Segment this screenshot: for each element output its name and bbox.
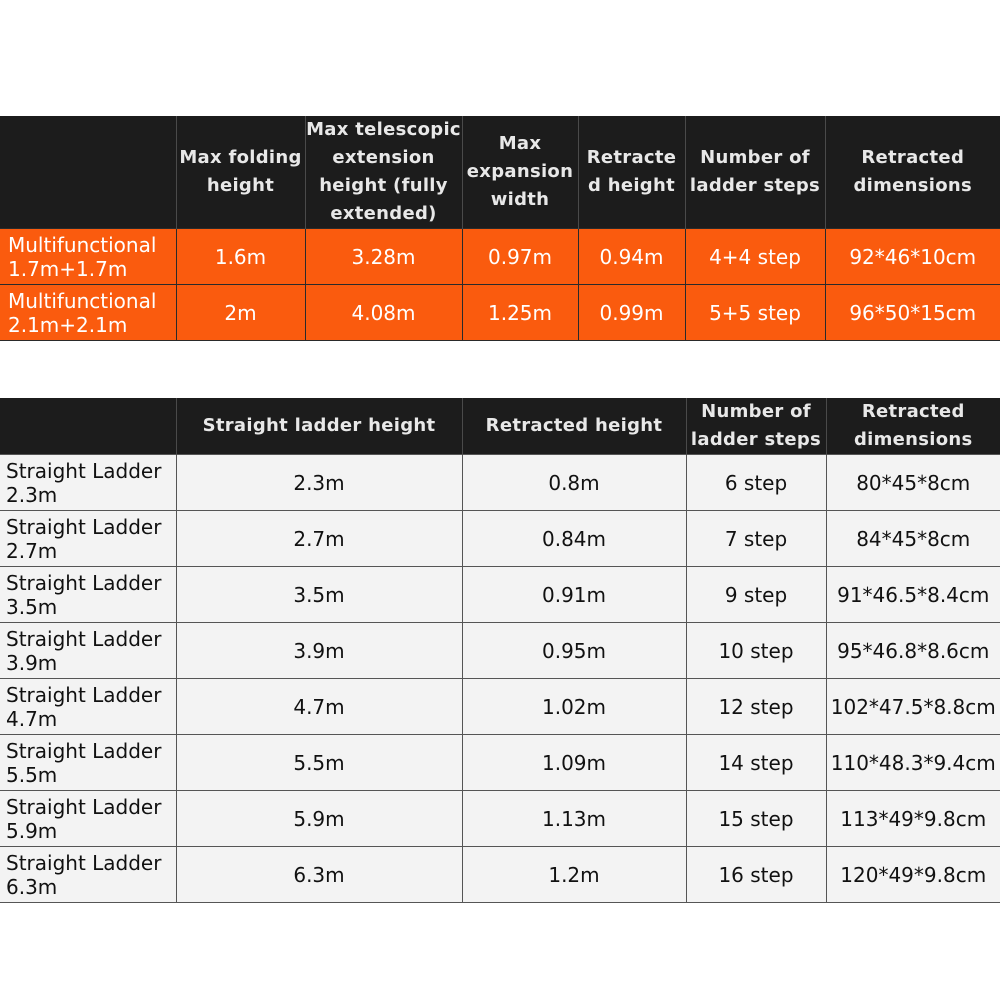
header-retracted-dimensions: Retracted dimensions xyxy=(826,398,1000,455)
straight-ladder-spec-table xyxy=(0,398,1000,903)
row-label: Straight Ladder 2.3m xyxy=(0,455,176,511)
row-label: Straight Ladder 4.7m xyxy=(0,679,176,735)
header-max-telescopic-extension-height: Max telescopic extension height (fully extended) xyxy=(305,116,462,229)
table-row xyxy=(0,735,1000,791)
cell-straight-ladder-height: 4.7m xyxy=(176,679,462,735)
header-max-expansion-width: Max expansion width xyxy=(462,116,578,229)
table-row xyxy=(0,511,1000,567)
cell-max-expansion-width: 0.97m xyxy=(462,229,578,285)
cell-ladder-steps: 9 step xyxy=(686,567,826,623)
row-label: Straight Ladder 3.9m xyxy=(0,623,176,679)
cell-retracted-dimensions: 113*49*9.8cm xyxy=(826,791,1000,847)
table-row xyxy=(0,791,1000,847)
header-corner xyxy=(0,398,176,455)
header-straight-ladder-height: Straight ladder height xyxy=(176,398,462,455)
cell-straight-ladder-height: 6.3m xyxy=(176,847,462,903)
cell-ladder-steps: 16 step xyxy=(686,847,826,903)
table-row xyxy=(0,285,1000,341)
row-label: Straight Ladder 5.9m xyxy=(0,791,176,847)
cell-ladder-steps: 4+4 step xyxy=(685,229,825,285)
cell-retracted-dimensions: 95*46.8*8.6cm xyxy=(826,623,1000,679)
multifunctional-spec-table xyxy=(0,116,1000,341)
table-row xyxy=(0,229,1000,285)
cell-max-folding-height: 1.6m xyxy=(176,229,305,285)
header-retracted-dimensions: Retracted dimensions xyxy=(825,116,1000,229)
row-label: Multifunctional 2.1m+2.1m xyxy=(0,285,176,341)
table-row xyxy=(0,623,1000,679)
table-row xyxy=(0,567,1000,623)
cell-ladder-steps: 7 step xyxy=(686,511,826,567)
cell-straight-ladder-height: 5.9m xyxy=(176,791,462,847)
row-label: Straight Ladder 3.5m xyxy=(0,567,176,623)
cell-max-expansion-width: 1.25m xyxy=(462,285,578,341)
cell-straight-ladder-height: 2.7m xyxy=(176,511,462,567)
cell-retracted-dimensions: 96*50*15cm xyxy=(825,285,1000,341)
cell-straight-ladder-height: 3.5m xyxy=(176,567,462,623)
cell-ladder-steps: 15 step xyxy=(686,791,826,847)
cell-retracted-height: 0.94m xyxy=(578,229,685,285)
cell-straight-ladder-height: 5.5m xyxy=(176,735,462,791)
cell-retracted-height: 1.2m xyxy=(462,847,686,903)
cell-ladder-steps: 12 step xyxy=(686,679,826,735)
header-retracted-height: Retracte d height xyxy=(578,116,685,229)
cell-retracted-height: 1.09m xyxy=(462,735,686,791)
row-label: Straight Ladder 5.5m xyxy=(0,735,176,791)
table-row xyxy=(0,847,1000,903)
cell-retracted-height: 0.84m xyxy=(462,511,686,567)
table-header-row xyxy=(0,398,1000,455)
cell-retracted-dimensions: 92*46*10cm xyxy=(825,229,1000,285)
header-number-of-ladder-steps: Number of ladder steps xyxy=(686,398,826,455)
cell-retracted-dimensions: 91*46.5*8.4cm xyxy=(826,567,1000,623)
cell-max-folding-height: 2m xyxy=(176,285,305,341)
header-number-of-ladder-steps: Number of ladder steps xyxy=(685,116,825,229)
header-retracted-height: Retracted height xyxy=(462,398,686,455)
cell-ladder-steps: 5+5 step xyxy=(685,285,825,341)
cell-ladder-steps: 6 step xyxy=(686,455,826,511)
cell-retracted-height: 1.13m xyxy=(462,791,686,847)
row-label: Straight Ladder 6.3m xyxy=(0,847,176,903)
cell-retracted-height: 0.99m xyxy=(578,285,685,341)
cell-max-telescopic-height: 3.28m xyxy=(305,229,462,285)
cell-retracted-dimensions: 80*45*8cm xyxy=(826,455,1000,511)
cell-max-telescopic-height: 4.08m xyxy=(305,285,462,341)
table-row xyxy=(0,455,1000,511)
cell-retracted-height: 1.02m xyxy=(462,679,686,735)
cell-ladder-steps: 14 step xyxy=(686,735,826,791)
table-row xyxy=(0,679,1000,735)
cell-ladder-steps: 10 step xyxy=(686,623,826,679)
cell-retracted-height: 0.91m xyxy=(462,567,686,623)
header-corner xyxy=(0,116,176,229)
header-max-folding-height: Max folding height xyxy=(176,116,305,229)
cell-retracted-dimensions: 102*47.5*8.8cm xyxy=(826,679,1000,735)
table-header-row xyxy=(0,116,1000,229)
row-label: Multifunctional 1.7m+1.7m xyxy=(0,229,176,285)
row-label: Straight Ladder 2.7m xyxy=(0,511,176,567)
cell-retracted-dimensions: 84*45*8cm xyxy=(826,511,1000,567)
cell-retracted-height: 0.95m xyxy=(462,623,686,679)
cell-straight-ladder-height: 2.3m xyxy=(176,455,462,511)
cell-retracted-dimensions: 110*48.3*9.4cm xyxy=(826,735,1000,791)
cell-straight-ladder-height: 3.9m xyxy=(176,623,462,679)
cell-retracted-dimensions: 120*49*9.8cm xyxy=(826,847,1000,903)
cell-retracted-height: 0.8m xyxy=(462,455,686,511)
